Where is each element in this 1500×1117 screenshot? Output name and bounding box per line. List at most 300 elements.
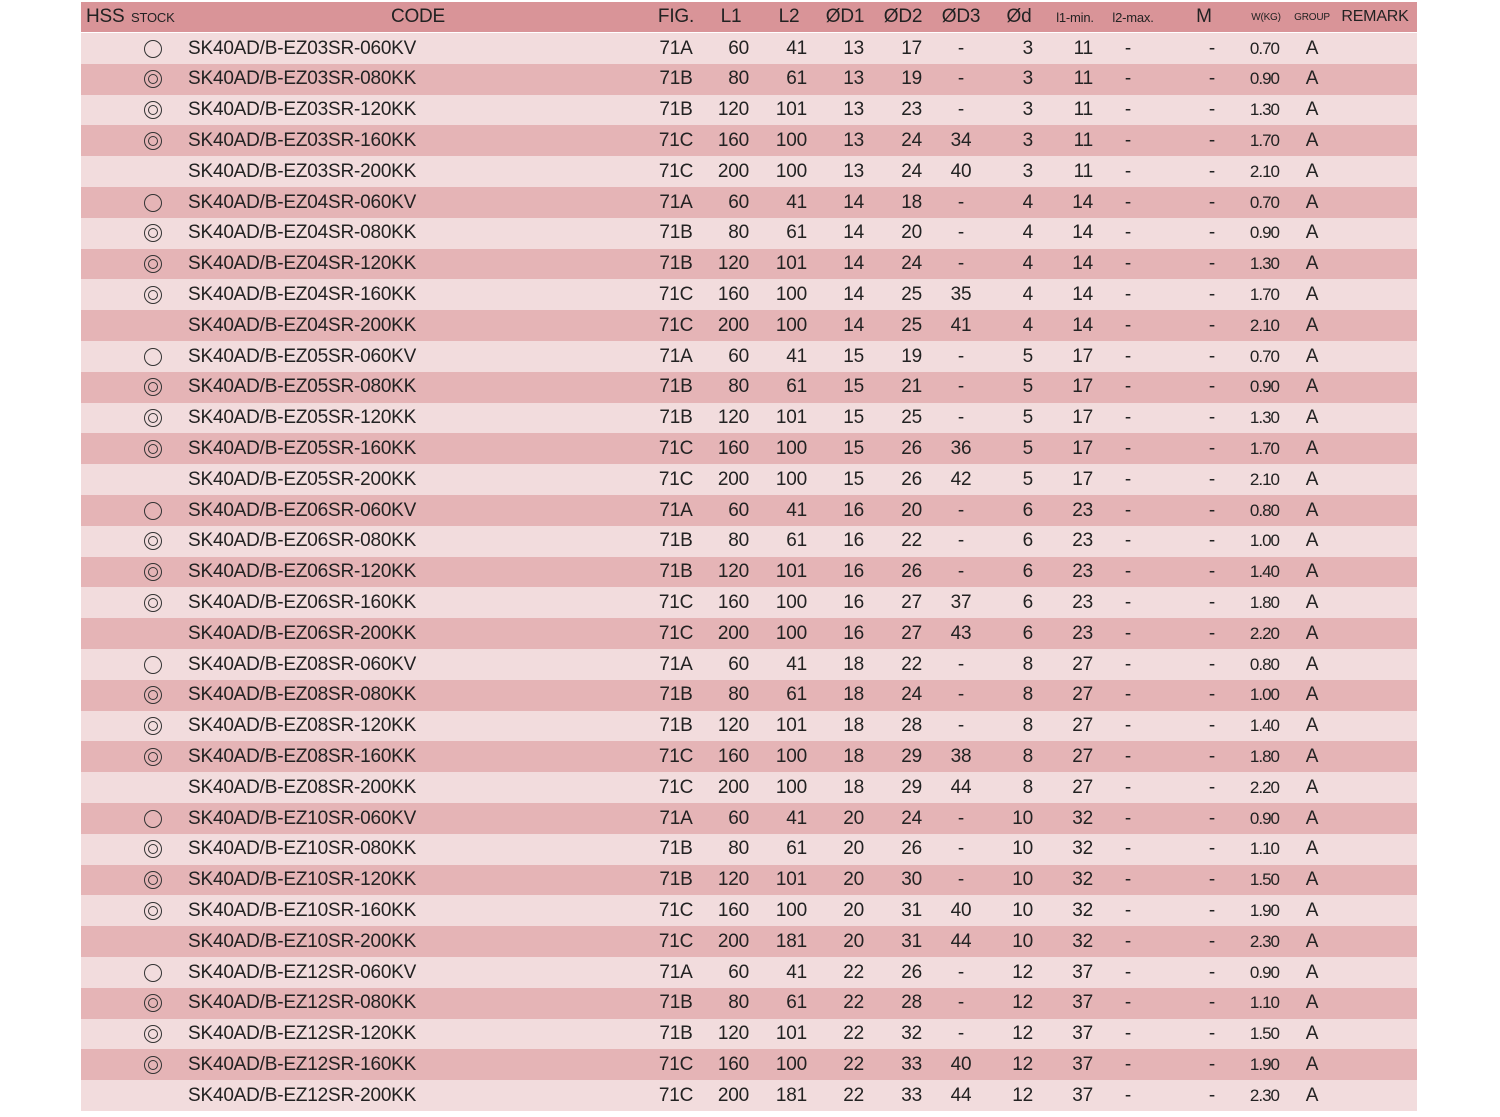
code-cell: SK40AD/B-EZ10SR-080KK xyxy=(188,838,417,860)
code-cell: SK40AD/B-EZ05SR-200KK xyxy=(188,468,417,490)
header-code: CODE xyxy=(390,6,446,27)
double-circle-icon xyxy=(144,994,162,1012)
stock-cell xyxy=(141,865,165,896)
group-cell: A xyxy=(1305,37,1319,59)
fig-cell: 71C xyxy=(658,930,694,952)
m-cell: - xyxy=(1208,129,1215,151)
group-cell: A xyxy=(1305,99,1319,121)
l1-cell: 120 xyxy=(717,253,749,275)
weight-cell: 1.40 xyxy=(1249,716,1279,736)
m-cell: - xyxy=(1208,99,1215,121)
d3-cell: - xyxy=(957,68,965,90)
fig-cell: 71C xyxy=(658,437,694,459)
l2-max-cell: - xyxy=(1124,1053,1132,1075)
l2-cell: 61 xyxy=(786,68,807,90)
l1-min-cell: 14 xyxy=(1072,314,1093,336)
l2-max-cell: - xyxy=(1124,437,1132,459)
d2-cell: 24 xyxy=(901,807,922,829)
d2-cell: 24 xyxy=(901,684,922,706)
remark-cell xyxy=(1341,711,1411,742)
remark-cell xyxy=(1341,156,1411,187)
remark-cell xyxy=(1341,187,1411,218)
table-row xyxy=(81,218,1417,249)
d-cell: 4 xyxy=(1022,253,1033,275)
d3-cell: - xyxy=(957,561,965,583)
l2-max-cell: - xyxy=(1124,407,1132,429)
d2-cell: 25 xyxy=(901,314,922,336)
l2-max-cell: - xyxy=(1124,869,1132,891)
remark-cell xyxy=(1341,495,1411,526)
l2-cell: 100 xyxy=(775,314,807,336)
m-cell: - xyxy=(1208,653,1215,675)
table-row xyxy=(81,895,1417,926)
stock-cell xyxy=(141,618,165,649)
l1-min-cell: 27 xyxy=(1072,745,1093,767)
header-l1-min: l1-min. xyxy=(1056,9,1094,25)
code-cell: SK40AD/B-EZ12SR-080KK xyxy=(188,992,417,1014)
code-cell: SK40AD/B-EZ05SR-060KV xyxy=(188,345,417,367)
d3-cell: 36 xyxy=(950,437,972,459)
l2-cell: 41 xyxy=(786,499,807,521)
l2-max-cell: - xyxy=(1124,222,1132,244)
m-cell: - xyxy=(1208,869,1215,891)
l1-min-cell: 32 xyxy=(1072,838,1093,860)
remark-cell xyxy=(1341,649,1411,680)
l1-cell: 60 xyxy=(728,499,749,521)
l1-cell: 80 xyxy=(728,992,749,1014)
m-cell: - xyxy=(1208,622,1215,644)
double-circle-icon xyxy=(144,378,162,396)
remark-cell xyxy=(1341,803,1411,834)
table-row xyxy=(81,125,1417,156)
d1-cell: 15 xyxy=(843,376,864,398)
d1-cell: 14 xyxy=(843,253,864,275)
l2-cell: 101 xyxy=(775,253,807,275)
code-cell: SK40AD/B-EZ12SR-120KK xyxy=(188,1023,417,1045)
d1-cell: 16 xyxy=(843,591,864,613)
group-cell: A xyxy=(1305,622,1319,644)
d3-cell: 34 xyxy=(950,129,972,151)
stock-cell xyxy=(141,464,165,495)
d3-cell: - xyxy=(957,1023,965,1045)
l1-cell: 160 xyxy=(717,283,749,305)
table-row xyxy=(81,33,1417,64)
code-cell: SK40AD/B-EZ05SR-160KK xyxy=(188,437,417,459)
l1-min-cell: 37 xyxy=(1072,992,1093,1014)
fig-cell: 71B xyxy=(659,99,693,121)
fig-cell: 71C xyxy=(658,468,694,490)
d2-cell: 24 xyxy=(901,253,922,275)
l1-cell: 120 xyxy=(717,407,749,429)
fig-cell: 71A xyxy=(659,653,693,675)
l2-cell: 41 xyxy=(786,961,807,983)
l2-cell: 100 xyxy=(775,160,807,182)
m-cell: - xyxy=(1208,561,1215,583)
stock-cell xyxy=(141,249,165,280)
code-cell: SK40AD/B-EZ03SR-080KK xyxy=(188,68,417,90)
d2-cell: 24 xyxy=(901,160,922,182)
double-circle-icon xyxy=(144,840,162,858)
table-row xyxy=(81,557,1417,588)
table-row xyxy=(81,926,1417,957)
l1-cell: 60 xyxy=(728,653,749,675)
single-circle-icon xyxy=(144,194,162,212)
fig-cell: 71B xyxy=(659,376,693,398)
l2-cell: 41 xyxy=(786,191,807,213)
code-cell: SK40AD/B-EZ04SR-080KK xyxy=(188,222,417,244)
group-cell: A xyxy=(1305,653,1319,675)
d-cell: 6 xyxy=(1022,591,1033,613)
stock-cell xyxy=(141,372,165,403)
m-cell: - xyxy=(1208,745,1215,767)
l2-max-cell: - xyxy=(1124,653,1132,675)
remark-cell xyxy=(1341,464,1411,495)
m-cell: - xyxy=(1208,930,1215,952)
stock-cell xyxy=(141,741,165,772)
code-cell: SK40AD/B-EZ08SR-080KK xyxy=(188,684,417,706)
l2-max-cell: - xyxy=(1124,992,1132,1014)
l2-cell: 100 xyxy=(775,622,807,644)
d2-cell: 28 xyxy=(901,992,922,1014)
l1-cell: 200 xyxy=(717,1084,749,1106)
weight-cell: 1.00 xyxy=(1249,531,1279,551)
single-circle-icon xyxy=(144,348,162,366)
code-cell: SK40AD/B-EZ10SR-120KK xyxy=(188,869,417,891)
m-cell: - xyxy=(1208,899,1215,921)
l2-cell: 181 xyxy=(775,930,807,952)
d-cell: 3 xyxy=(1022,37,1033,59)
remark-cell xyxy=(1341,1019,1411,1050)
fig-cell: 71C xyxy=(658,1084,694,1106)
d-cell: 4 xyxy=(1022,314,1033,336)
d2-cell: 29 xyxy=(901,776,922,798)
stock-cell xyxy=(141,895,165,926)
l1-min-cell: 17 xyxy=(1072,345,1093,367)
table-row xyxy=(81,680,1417,711)
fig-cell: 71A xyxy=(659,191,693,213)
l2-cell: 101 xyxy=(775,99,807,121)
l2-cell: 100 xyxy=(775,591,807,613)
m-cell: - xyxy=(1208,345,1215,367)
group-cell: A xyxy=(1305,930,1319,952)
d3-cell: 37 xyxy=(950,591,972,613)
stock-cell xyxy=(141,649,165,680)
weight-cell: 2.10 xyxy=(1249,315,1279,335)
double-circle-icon xyxy=(144,563,162,581)
l2-max-cell: - xyxy=(1124,684,1132,706)
l1-min-cell: 23 xyxy=(1072,591,1093,613)
remark-cell xyxy=(1341,557,1411,588)
header-l2: L2 xyxy=(778,6,800,27)
l1-min-cell: 37 xyxy=(1072,1084,1093,1106)
d3-cell: - xyxy=(957,684,965,706)
l1-cell: 80 xyxy=(728,530,749,552)
single-circle-icon xyxy=(144,810,162,828)
l2-max-cell: - xyxy=(1124,283,1132,305)
d-cell: 8 xyxy=(1022,776,1033,798)
double-circle-icon xyxy=(144,70,162,88)
d3-cell: - xyxy=(957,191,965,213)
l1-cell: 120 xyxy=(717,715,749,737)
l1-min-cell: 17 xyxy=(1072,468,1093,490)
table-row xyxy=(81,988,1417,1019)
weight-cell: 0.70 xyxy=(1249,346,1279,366)
fig-cell: 71A xyxy=(659,499,693,521)
weight-cell: 2.20 xyxy=(1249,623,1279,643)
l2-cell: 101 xyxy=(775,715,807,737)
l1-cell: 60 xyxy=(728,961,749,983)
d1-cell: 22 xyxy=(843,1053,864,1075)
d2-cell: 26 xyxy=(901,437,922,459)
l1-cell: 120 xyxy=(717,99,749,121)
d1-cell: 13 xyxy=(843,129,864,151)
l2-cell: 61 xyxy=(786,684,807,706)
remark-cell xyxy=(1341,341,1411,372)
l2-max-cell: - xyxy=(1124,930,1132,952)
l1-min-cell: 11 xyxy=(1073,68,1093,90)
d-cell: 8 xyxy=(1022,715,1033,737)
l1-min-cell: 32 xyxy=(1072,807,1093,829)
stock-cell xyxy=(141,772,165,803)
group-cell: A xyxy=(1305,68,1319,90)
stock-cell xyxy=(141,988,165,1019)
l2-max-cell: - xyxy=(1124,715,1132,737)
d2-cell: 26 xyxy=(901,468,922,490)
d3-cell: 43 xyxy=(950,622,972,644)
m-cell: - xyxy=(1208,684,1215,706)
fig-cell: 71B xyxy=(659,222,693,244)
d2-cell: 26 xyxy=(901,838,922,860)
header-hss: HSS xyxy=(86,6,125,27)
weight-cell: 0.70 xyxy=(1249,38,1279,58)
m-cell: - xyxy=(1208,314,1215,336)
code-cell: SK40AD/B-EZ06SR-060KV xyxy=(188,499,417,521)
l1-min-cell: 23 xyxy=(1072,622,1093,644)
stock-cell xyxy=(141,680,165,711)
table-header-row xyxy=(81,2,1417,32)
remark-cell xyxy=(1341,895,1411,926)
weight-cell: 1.30 xyxy=(1249,100,1279,120)
l2-max-cell: - xyxy=(1124,745,1132,767)
fig-cell: 71B xyxy=(659,68,693,90)
d1-cell: 13 xyxy=(843,160,864,182)
l2-cell: 100 xyxy=(775,129,807,151)
d2-cell: 20 xyxy=(901,499,922,521)
remark-cell xyxy=(1341,618,1411,649)
m-cell: - xyxy=(1208,283,1215,305)
remark-cell xyxy=(1341,433,1411,464)
l1-cell: 60 xyxy=(728,37,749,59)
l2-max-cell: - xyxy=(1124,1023,1132,1045)
table-row xyxy=(81,64,1417,95)
header-d: Ød xyxy=(1006,6,1032,27)
weight-cell: 1.50 xyxy=(1249,1024,1279,1044)
double-circle-icon xyxy=(144,409,162,427)
code-cell: SK40AD/B-EZ04SR-160KK xyxy=(188,283,417,305)
l2-cell: 101 xyxy=(775,561,807,583)
stock-cell xyxy=(141,310,165,341)
l1-min-cell: 14 xyxy=(1072,253,1093,275)
header-l1: L1 xyxy=(720,6,742,27)
stock-cell xyxy=(141,433,165,464)
d-cell: 12 xyxy=(1012,961,1033,983)
l1-cell: 200 xyxy=(717,776,749,798)
stock-cell xyxy=(141,218,165,249)
remark-cell xyxy=(1341,1080,1411,1111)
l1-min-cell: 32 xyxy=(1072,869,1093,891)
d-cell: 4 xyxy=(1022,283,1033,305)
weight-cell: 0.70 xyxy=(1249,192,1279,212)
fig-cell: 71C xyxy=(658,283,694,305)
l2-cell: 41 xyxy=(786,345,807,367)
m-cell: - xyxy=(1208,222,1215,244)
group-cell: A xyxy=(1305,838,1319,860)
l2-max-cell: - xyxy=(1124,160,1132,182)
d1-cell: 18 xyxy=(843,684,864,706)
fig-cell: 71B xyxy=(659,561,693,583)
l1-min-cell: 37 xyxy=(1072,1053,1093,1075)
d2-cell: 33 xyxy=(901,1053,922,1075)
l1-min-cell: 23 xyxy=(1072,530,1093,552)
d2-cell: 32 xyxy=(901,1023,922,1045)
double-circle-icon xyxy=(144,286,162,304)
d1-cell: 20 xyxy=(843,869,864,891)
group-cell: A xyxy=(1305,283,1319,305)
remark-cell xyxy=(1341,926,1411,957)
l2-max-cell: - xyxy=(1124,530,1132,552)
d2-cell: 26 xyxy=(901,561,922,583)
remark-cell xyxy=(1341,957,1411,988)
d1-cell: 22 xyxy=(843,1023,864,1045)
table-row xyxy=(81,249,1417,280)
l2-cell: 41 xyxy=(786,807,807,829)
d3-cell: 40 xyxy=(950,160,972,182)
l1-cell: 120 xyxy=(717,1023,749,1045)
table-row xyxy=(81,834,1417,865)
stock-cell xyxy=(141,834,165,865)
d2-cell: 17 xyxy=(901,37,922,59)
weight-cell: 0.90 xyxy=(1249,377,1279,397)
m-cell: - xyxy=(1208,530,1215,552)
double-circle-icon xyxy=(144,686,162,704)
weight-cell: 0.90 xyxy=(1249,962,1279,982)
code-cell: SK40AD/B-EZ03SR-060KV xyxy=(188,37,417,59)
table-row xyxy=(81,464,1417,495)
l1-cell: 200 xyxy=(717,930,749,952)
l1-min-cell: 27 xyxy=(1072,653,1093,675)
d2-cell: 27 xyxy=(901,622,922,644)
l2-max-cell: - xyxy=(1124,622,1132,644)
l2-cell: 181 xyxy=(775,1084,807,1106)
d2-cell: 27 xyxy=(901,591,922,613)
d1-cell: 14 xyxy=(843,283,864,305)
code-cell: SK40AD/B-EZ04SR-060KV xyxy=(188,191,417,213)
d-cell: 10 xyxy=(1012,899,1033,921)
d1-cell: 15 xyxy=(843,468,864,490)
double-circle-icon xyxy=(144,1025,162,1043)
d1-cell: 22 xyxy=(843,1084,864,1106)
d3-cell: 44 xyxy=(950,930,972,952)
group-cell: A xyxy=(1305,591,1319,613)
weight-cell: 1.50 xyxy=(1249,870,1279,890)
l2-max-cell: - xyxy=(1124,37,1132,59)
d3-cell: 35 xyxy=(950,283,972,305)
l1-min-cell: 32 xyxy=(1072,930,1093,952)
l1-cell: 120 xyxy=(717,561,749,583)
group-cell: A xyxy=(1305,745,1319,767)
stock-cell xyxy=(141,495,165,526)
group-cell: A xyxy=(1305,961,1319,983)
stock-cell xyxy=(141,711,165,742)
l1-min-cell: 14 xyxy=(1072,222,1093,244)
code-cell: SK40AD/B-EZ03SR-160KK xyxy=(188,129,417,151)
d2-cell: 19 xyxy=(901,345,922,367)
l1-min-cell: 27 xyxy=(1072,715,1093,737)
l2-cell: 61 xyxy=(786,530,807,552)
double-circle-icon xyxy=(144,902,162,920)
l2-cell: 101 xyxy=(775,407,807,429)
l2-max-cell: - xyxy=(1124,961,1132,983)
double-circle-icon xyxy=(144,532,162,550)
l1-min-cell: 17 xyxy=(1072,376,1093,398)
remark-cell xyxy=(1341,1049,1411,1080)
d1-cell: 13 xyxy=(843,99,864,121)
l2-cell: 100 xyxy=(775,776,807,798)
group-cell: A xyxy=(1305,1023,1319,1045)
double-circle-icon xyxy=(144,748,162,766)
group-cell: A xyxy=(1305,1053,1319,1075)
double-circle-icon xyxy=(144,224,162,242)
fig-cell: 71B xyxy=(659,715,693,737)
d3-cell: - xyxy=(957,499,965,521)
table-row xyxy=(81,495,1417,526)
group-cell: A xyxy=(1305,160,1319,182)
d1-cell: 20 xyxy=(843,838,864,860)
d1-cell: 15 xyxy=(843,345,864,367)
table-row xyxy=(81,772,1417,803)
d2-cell: 28 xyxy=(901,715,922,737)
l2-cell: 100 xyxy=(775,745,807,767)
fig-cell: 71C xyxy=(658,314,694,336)
group-cell: A xyxy=(1305,222,1319,244)
d2-cell: 29 xyxy=(901,745,922,767)
m-cell: - xyxy=(1208,838,1215,860)
group-cell: A xyxy=(1305,191,1319,213)
header-l2-max: l2-max. xyxy=(1112,9,1154,25)
header-d1: ØD1 xyxy=(825,6,865,27)
table-row xyxy=(81,341,1417,372)
l1-min-cell: 27 xyxy=(1072,684,1093,706)
group-cell: A xyxy=(1305,376,1319,398)
double-circle-icon xyxy=(144,871,162,889)
m-cell: - xyxy=(1208,1053,1215,1075)
l2-max-cell: - xyxy=(1124,129,1132,151)
remark-cell xyxy=(1341,680,1411,711)
double-circle-icon xyxy=(144,255,162,273)
d1-cell: 18 xyxy=(843,745,864,767)
remark-cell xyxy=(1341,403,1411,434)
l2-max-cell: - xyxy=(1124,838,1132,860)
stock-cell xyxy=(141,125,165,156)
code-cell: SK40AD/B-EZ08SR-160KK xyxy=(188,745,417,767)
m-cell: - xyxy=(1208,499,1215,521)
stock-cell xyxy=(141,403,165,434)
d-cell: 3 xyxy=(1022,68,1033,90)
d1-cell: 15 xyxy=(843,437,864,459)
m-cell: - xyxy=(1208,992,1215,1014)
l1-cell: 160 xyxy=(717,129,749,151)
group-cell: A xyxy=(1305,437,1319,459)
